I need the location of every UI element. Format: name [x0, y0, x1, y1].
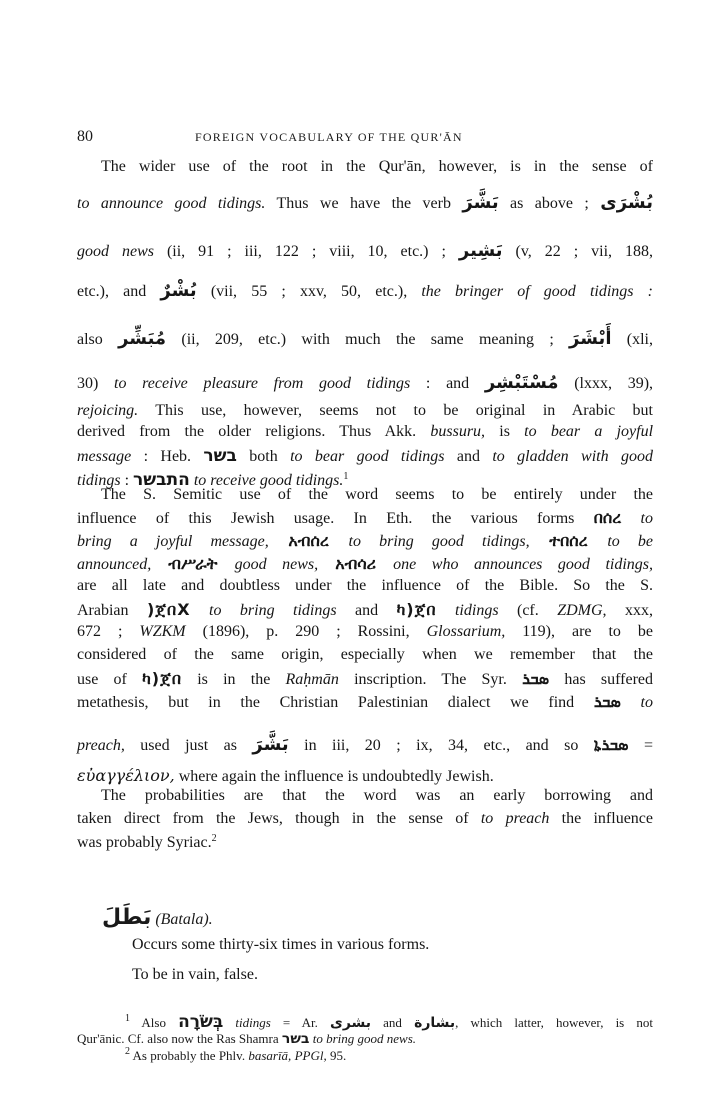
text-line: The probabilities are that the word was an early borrowing and — [101, 787, 653, 804]
text-line: also مُبَشِّر (ii, 209, etc.) with much the same meaning ; أَبْشَرَ (xli, — [77, 328, 653, 349]
text-line: etc.), and بُشْرٌ (vii, 55 ; xxv, 50, etc.), the bringer of good tidings : — [77, 280, 653, 301]
headword-transliteration: (Batala). — [155, 911, 213, 928]
text-line: good news (ii, 91 ; iii, 122 ; viii, 10, etc.) ; بَشِير (v, 22 ; vii, 188, — [77, 240, 654, 261]
text-line: Occurs some thirty-six times in various forms. — [132, 936, 430, 953]
footnote-ref[interactable]: 1 — [343, 471, 349, 482]
text-line: To be in vain, false. — [132, 966, 258, 983]
text-line: preach, used just as بَشَّرَ in iii, 20 ; ix, 34, etc., and so ܣܒܪܬܐ = — [77, 734, 653, 755]
headword-arabic: بَطَلَ — [102, 905, 152, 930]
text-line: 30) to receive pleasure from good tidings : and مُسْتَبْشِر (lxxx, 39), — [77, 372, 654, 393]
ethiopic-word: በሰረ — [593, 508, 622, 527]
arabic-word: بشارة — [414, 1015, 456, 1031]
text-line: bring a joyful message, አብሰረ to bring good tidings, ተበሰረ to be — [77, 531, 653, 550]
text-line: metathesis, but in the Christian Palestinian dialect we find ܣܒܪ to — [77, 692, 653, 711]
arabic-word: مُسْتَبْشِر — [484, 372, 559, 393]
ethiopic-word: አብሳሪ — [318, 554, 394, 573]
south-arabian-word: )ጀበX — [146, 600, 191, 619]
footnote-2: $^2$ As probably the Phlv. basarīā, PPGl, 95. — [125, 1046, 347, 1063]
running-head — [77, 128, 653, 150]
hebrew-word: בשר — [203, 446, 237, 466]
text-line: to announce good tidings. Thus we have the verb بَشَّرَ as above ; بُشْرَى — [77, 192, 654, 213]
text-line: 672 ; WZKM (1896), p. 290 ; Rossini, Glossarium, 119), are to be — [77, 623, 654, 640]
text-line: rejoicing. This use, however, seems not to be original in Arabic but — [77, 402, 653, 419]
page-number: 80 — [77, 128, 93, 145]
text-line: derived from the older religions. Thus Akk. bussuru, is to bear a joyful — [77, 423, 654, 440]
footnote-ref[interactable]: 2 — [211, 833, 217, 844]
arabic-word: بشرى — [330, 1015, 372, 1031]
syriac-word: ܣܒܪ — [522, 669, 550, 688]
text-line: The wider use of the root in the Qur'ān, however, is in the sense of — [101, 158, 653, 175]
ethiopic-word: አብሰረ — [268, 531, 349, 550]
syriac-word: ܣܒܪ — [593, 692, 621, 711]
hebrew-word: בשר — [281, 1031, 310, 1047]
hebrew-word: בְּשֹׂרָה — [178, 1012, 224, 1032]
text-line: εὐαγγέλιον, where again the influence is undoubtedly Jewish. — [77, 766, 494, 785]
greek-word: εὐαγγέλιον, — [77, 766, 175, 785]
arabic-word: بَشَّرَ — [252, 734, 289, 755]
ethiopic-word: ብሥራት — [151, 554, 235, 573]
south-arabian-word: ካ)ጀበ — [142, 669, 183, 688]
hebrew-word: התבשר — [133, 470, 190, 490]
arabic-word: بُشْرٌ — [160, 280, 197, 301]
text-line: was probably Syriac.$^2$ — [77, 833, 217, 851]
text-line: The S. Semitic use of the word seems to be entirely under the — [101, 486, 653, 503]
text-line: are all late and doubtless under the influence of the Bible. So the S. — [77, 577, 653, 594]
arabic-word: أَبْشَرَ — [569, 328, 612, 349]
footnote-1: $^1$ Also בְּשֹׂרָה tidings = Ar. بشرى and بشارة, which latter, however, is not — [125, 1012, 653, 1032]
syriac-word: ܣܒܪܬܐ — [593, 735, 629, 754]
text-line: message : Heb. בשר both to bear good tidings and to gladden with good — [77, 446, 653, 466]
arabic-word: بَشَّرَ — [462, 192, 499, 213]
arabic-word: بَشِير — [458, 240, 503, 261]
text-line: tidings : התבשר to receive good tidings.$^1$ — [77, 470, 349, 490]
text-line: taken direct from the Jews, though in the sense of to preach the influence — [77, 810, 653, 827]
footnote-1-cont: Qur'ānic. Cf. also now the Ras Shamra בשר to bring good news. — [77, 1031, 417, 1047]
arabic-word: مُبَشِّر — [118, 328, 167, 349]
text-line: considered of the same origin, especially when we remember that the — [77, 646, 653, 663]
arabic-word: بُشْرَى — [600, 192, 654, 213]
entry-heading — [102, 905, 213, 930]
text-line: influence of this Jewish usage. In Eth. the various forms በሰረ to — [77, 508, 653, 527]
south-arabian-word: ካ)ጀበ — [396, 600, 437, 619]
running-title: FOREIGN VOCABULARY OF THE QUR'ĀN — [195, 130, 463, 144]
text-line: use of ካ)ጀበ is in the Raḥmān inscription. The Syr. ܣܒܪ has suffered — [77, 669, 654, 688]
text-line: announced, ብሥራት good news, አብሳሪ one who announces good tidings, — [77, 554, 654, 573]
ethiopic-word: ተበሰረ — [529, 531, 608, 550]
text-line: Arabian )ጀበX to bring tidings and ካ)ጀበ tidings (cf. ZDMG, xxx, — [77, 600, 653, 619]
